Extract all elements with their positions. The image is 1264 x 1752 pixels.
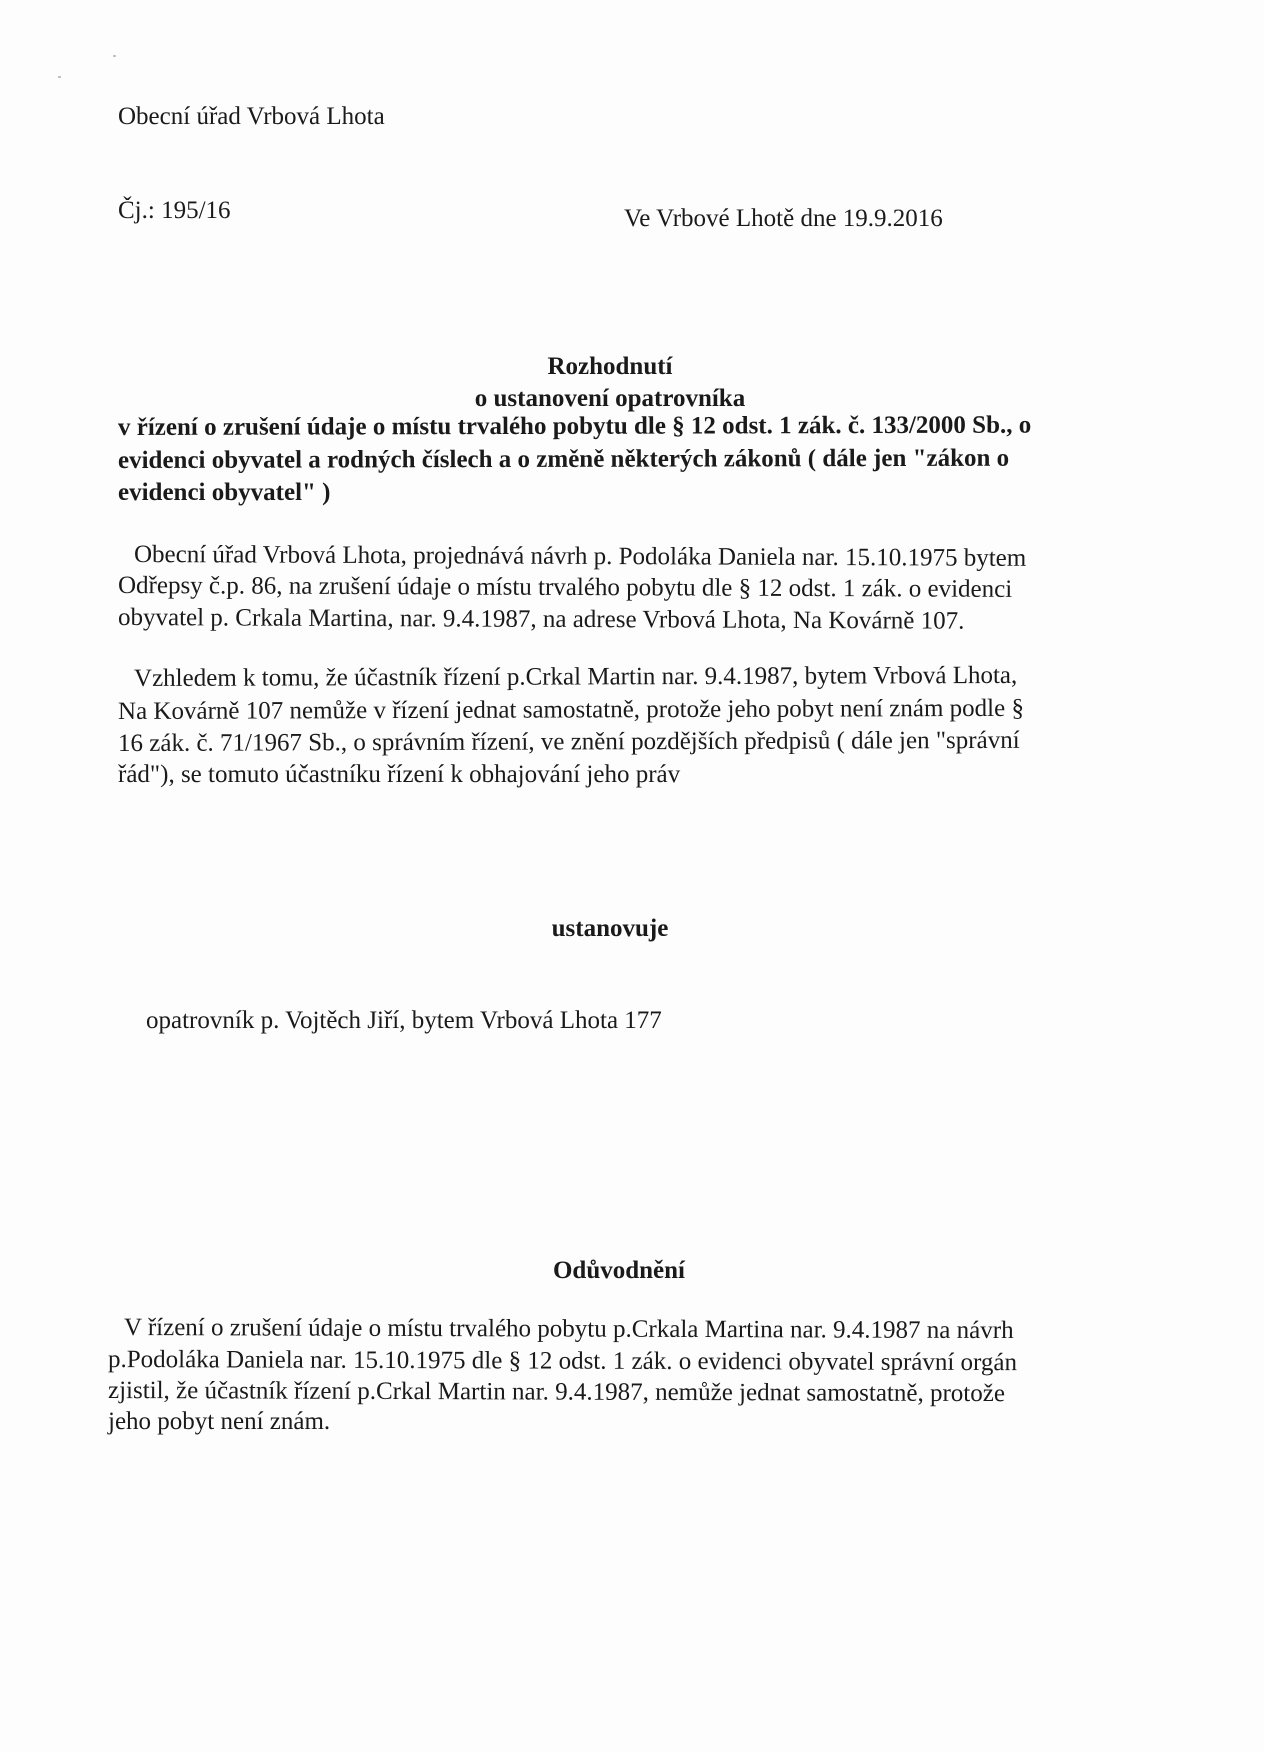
justification-line: zjistil, že účastník řízení p.Crkal Martin nar. 9.4.1987, nemůže jednat samostatně, protože [107,1377,1006,1408]
guardian-line: opatrovník p. Vojtěch Jiří, bytem Vrbová Lhota 177 [146,1007,662,1034]
decision-verb: ustanovuje [551,915,669,942]
title-line: evidenci obyvatel a rodných číslech a o změně některých zákonů ( dále jen "zákon o [117,444,1010,474]
intro-line: Obecní úřad Vrbová Lhota, projednává návrh p. Podoláka Daniela nar. 15.10.1975 bytem [133,541,1027,572]
justification-line: p.Podoláka Daniela nar. 15.10.1975 dle § 12 odst. 1 zák. o evidenci obyvatel správní orgán [107,1346,1018,1377]
scan-speck [113,55,116,57]
title-line: v řízení o zrušení údaje o místu trvalého pobytu dle § 12 odst. 1 zák. č. 133/2000 Sb., o [117,411,1032,441]
office-name: Obecní úřad Vrbová Lhota [118,103,385,130]
document-subheading: o ustanovení opatrovníka [474,385,746,412]
justification-heading: Odůvodnění [552,1257,685,1284]
title-line: evidenci obyvatel" ) [118,479,331,506]
justification-line: V řízení o zrušení údaje o místu trvalého pobytu p.Crkala Martina nar. 9.4.1987 na návrh [123,1314,1014,1345]
reason-line: Na Kovárně 107 nemůže v řízení jednat samostatně, protože jeho pobyt není znám podle § [117,694,1025,725]
reason-line: řád"), se tomuto účastníku řízení k obhajování jeho práv [118,761,681,788]
reference-number: Čj.: 195/16 [118,197,231,224]
scan-speck [58,76,61,78]
reason-line: Vzhledem k tomu, že účastník řízení p.Crkal Martin nar. 9.4.1987, bytem Vrbová Lhota, [133,661,1018,692]
justification-line: jeho pobyt není znám. [108,1408,331,1435]
intro-line: Odřepsy č.p. 86, na zrušení údaje o místu trvalého pobytu dle § 12 odst. 1 zák. o evidenci [117,572,1013,603]
document-heading: Rozhodnutí [547,353,673,380]
intro-line: obyvatel p. Crkala Martina, nar. 9.4.1987, na adrese Vrbová Lhota, Na Kovárně 107. [117,604,965,635]
place-date: Ve Vrbové Lhotě dne 19.9.2016 [624,205,943,232]
reason-line: 16 zák. č. 71/1967 Sb., o správním řízení, ve znění pozdějších předpisů ( dále jen "správní [117,726,1020,757]
